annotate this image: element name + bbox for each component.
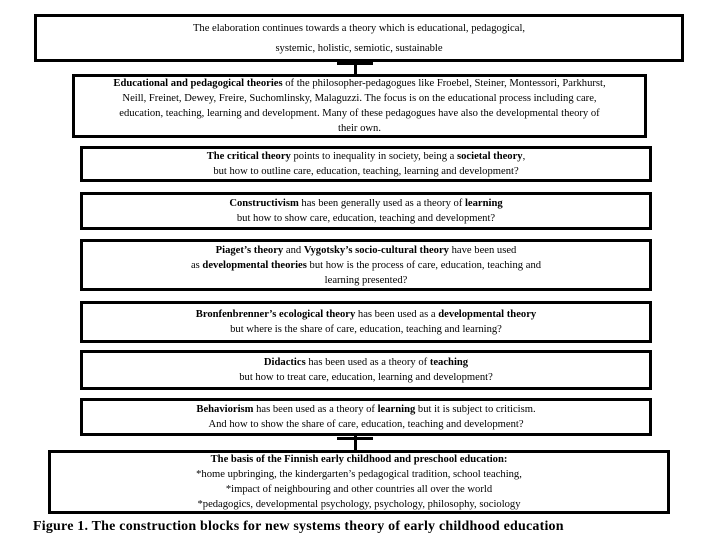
piaget-line-1 bbox=[89, 243, 643, 258]
bronfenbrenner-line-1 bbox=[89, 307, 643, 322]
piaget-bold-1: Piaget’s theory bbox=[215, 244, 284, 256]
constructivism-line-1 bbox=[89, 196, 643, 211]
top-box bbox=[34, 14, 684, 62]
behaviorism-bold-1: Behaviorism bbox=[196, 404, 254, 415]
top-box-line-2: systemic, holistic, semiotic, sustainable bbox=[275, 42, 443, 54]
critical-bold-2: societal theory bbox=[457, 151, 523, 162]
top-box-line-1: The elaboration continues towards a theory which is educational, pedagogical, bbox=[192, 22, 526, 34]
critical-bold-1: The critical theory bbox=[206, 151, 291, 162]
bronfenbrenner-bold-2: developmental theory bbox=[438, 309, 537, 320]
basis-title-bold: The basis of the Finnish early childhood and preschool education: bbox=[210, 454, 508, 465]
critical-mid: points to inequality in society, being a bbox=[290, 151, 457, 162]
piaget-end: have been used bbox=[448, 244, 517, 256]
didactics-line-2: but how to treat care, education, learning and development? bbox=[239, 372, 493, 383]
educational-line-2: Neill, Freinet, Dewey, Freire, Suchomlinsky, Malaguzzi. The focus is on the educational process including care, bbox=[122, 93, 597, 104]
basis-title bbox=[57, 452, 661, 467]
critical-line-1 bbox=[89, 149, 643, 164]
didactics-bold-2: teaching bbox=[429, 357, 469, 368]
figure-caption: Figure 1. The construction blocks for new systems theory of early childhood education bbox=[33, 519, 564, 534]
bronfenbrenner-bold-1: Bronfenbrenner’s ecological theory bbox=[195, 309, 356, 320]
didactics-mid: has been used as a theory of bbox=[305, 357, 430, 368]
behaviorism-line-1 bbox=[89, 402, 643, 417]
didactics-line-1 bbox=[89, 355, 643, 370]
didactics-bold-1: Didactics bbox=[263, 357, 306, 368]
educational-line-1-rest: of the philosopher-pedagogues like Froebel, Steiner, Montessori, Parkhurst, bbox=[282, 78, 606, 89]
piaget-line-2-bold: developmental theories bbox=[202, 259, 307, 271]
behaviorism-end: but it is subject to criticism. bbox=[415, 404, 536, 415]
bronfenbrenner-box bbox=[80, 301, 652, 343]
piaget-bold-2: Vygotsky’s socio-cultural theory bbox=[303, 244, 449, 256]
constructivism-bold-1: Constructivism bbox=[229, 198, 299, 209]
constructivism-bold-2: learning bbox=[464, 198, 503, 209]
critical-end: , bbox=[522, 151, 526, 162]
behaviorism-line-2: And how to show the share of care, education, teaching and development? bbox=[208, 419, 524, 430]
constructivism-mid: has been generally used as a theory of bbox=[298, 198, 465, 209]
piaget-line-2-rest: but how is the process of care, education, teaching and bbox=[306, 259, 542, 271]
educational-line-4: their own. bbox=[338, 123, 381, 134]
finnish-basis-box bbox=[48, 450, 670, 514]
piaget-line-2-pre: as bbox=[190, 259, 203, 271]
educational-line-3: education, teaching, learning and development. Many of these pedagogues have also the developmental theory of bbox=[119, 108, 600, 119]
critical-theory-box bbox=[80, 146, 652, 182]
basis-line-3: *impact of neighbouring and other countries all over the world bbox=[225, 484, 493, 495]
bronfenbrenner-line-2: but where is the share of care, education, teaching and learning? bbox=[230, 324, 502, 335]
constructivism-box bbox=[80, 192, 652, 230]
educational-line-1 bbox=[81, 76, 638, 91]
behaviorism-box bbox=[80, 398, 652, 436]
connector-cap-top bbox=[337, 62, 373, 65]
basis-line-4: *pedagogics, developmental psychology, psychology, philosophy, sociology bbox=[197, 499, 521, 510]
behaviorism-mid: has been used as a theory of bbox=[253, 404, 378, 415]
piaget-line-3: learning presented? bbox=[324, 274, 408, 286]
educational-theories-box bbox=[72, 74, 647, 138]
constructivism-line-2: but how to show care, education, teaching and development? bbox=[236, 213, 496, 224]
didactics-box bbox=[80, 350, 652, 390]
critical-line-2: but how to outline care, education, teaching, learning and development? bbox=[213, 166, 519, 177]
bronfenbrenner-mid: has been used as a bbox=[355, 309, 439, 320]
connector-cap-bottom bbox=[337, 437, 373, 440]
piaget-vygotsky-box bbox=[80, 239, 652, 291]
piaget-line-2 bbox=[89, 258, 643, 273]
basis-line-2: *home upbringing, the kindergarten’s pedagogical tradition, school teaching, bbox=[196, 469, 522, 480]
educational-bold: Educational and pedagogical theories bbox=[113, 78, 283, 89]
piaget-mid: and bbox=[283, 244, 304, 256]
behaviorism-bold-2: learning bbox=[377, 404, 416, 415]
